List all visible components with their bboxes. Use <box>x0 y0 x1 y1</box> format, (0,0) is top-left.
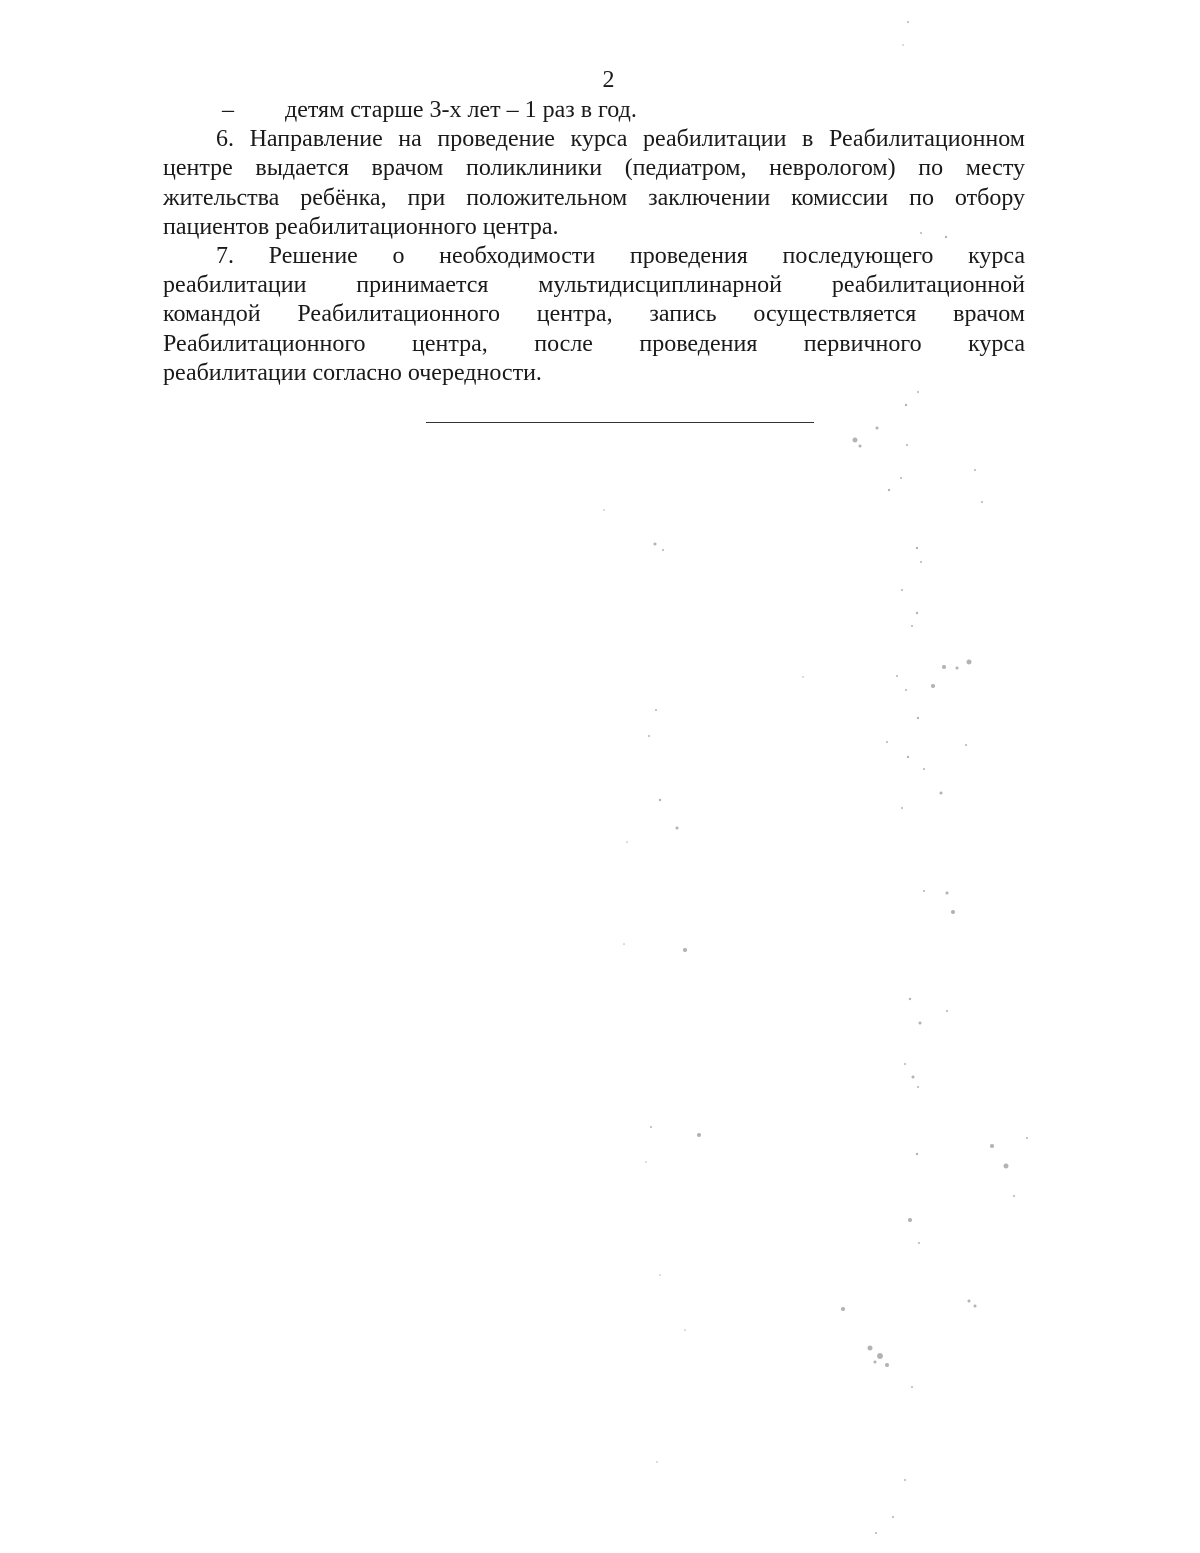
paragraph-line: Реабилитационного центра, после проведения первичного курса <box>163 330 1025 357</box>
paragraph-line: командой Реабилитационного центра, запись осуществляется врачом <box>163 301 1025 328</box>
paragraph-line: центре выдается врачом поликлиники (педиатром, неврологом) по месту <box>163 155 1025 182</box>
end-of-text-rule <box>426 422 814 423</box>
bullet-dash: – <box>222 97 234 123</box>
paragraph-6 <box>163 125 1025 242</box>
paragraph-7 <box>163 242 1025 388</box>
paragraph-line: 6. Направление на проведение курса реабилитации в Реабилитационном <box>216 126 1025 153</box>
bullet-item <box>163 96 1025 125</box>
bullet-text: детям старше 3-х лет – 1 раз в год. <box>285 97 637 123</box>
paragraph-line: пациентов реабилитационного центра. <box>163 213 559 240</box>
paragraph-line: реабилитации согласно очередности. <box>163 359 542 386</box>
paragraph-line: жительства ребёнка, при положительном заключении комиссии по отбору <box>163 184 1025 211</box>
paragraph-line: 7. Решение о необходимости проведения последующего курса <box>216 243 1025 270</box>
page-number: 2 <box>602 67 615 93</box>
document-body <box>163 96 1025 388</box>
paragraph-line: реабилитации принимается мультидисциплинарной реабилитационной <box>163 272 1025 299</box>
